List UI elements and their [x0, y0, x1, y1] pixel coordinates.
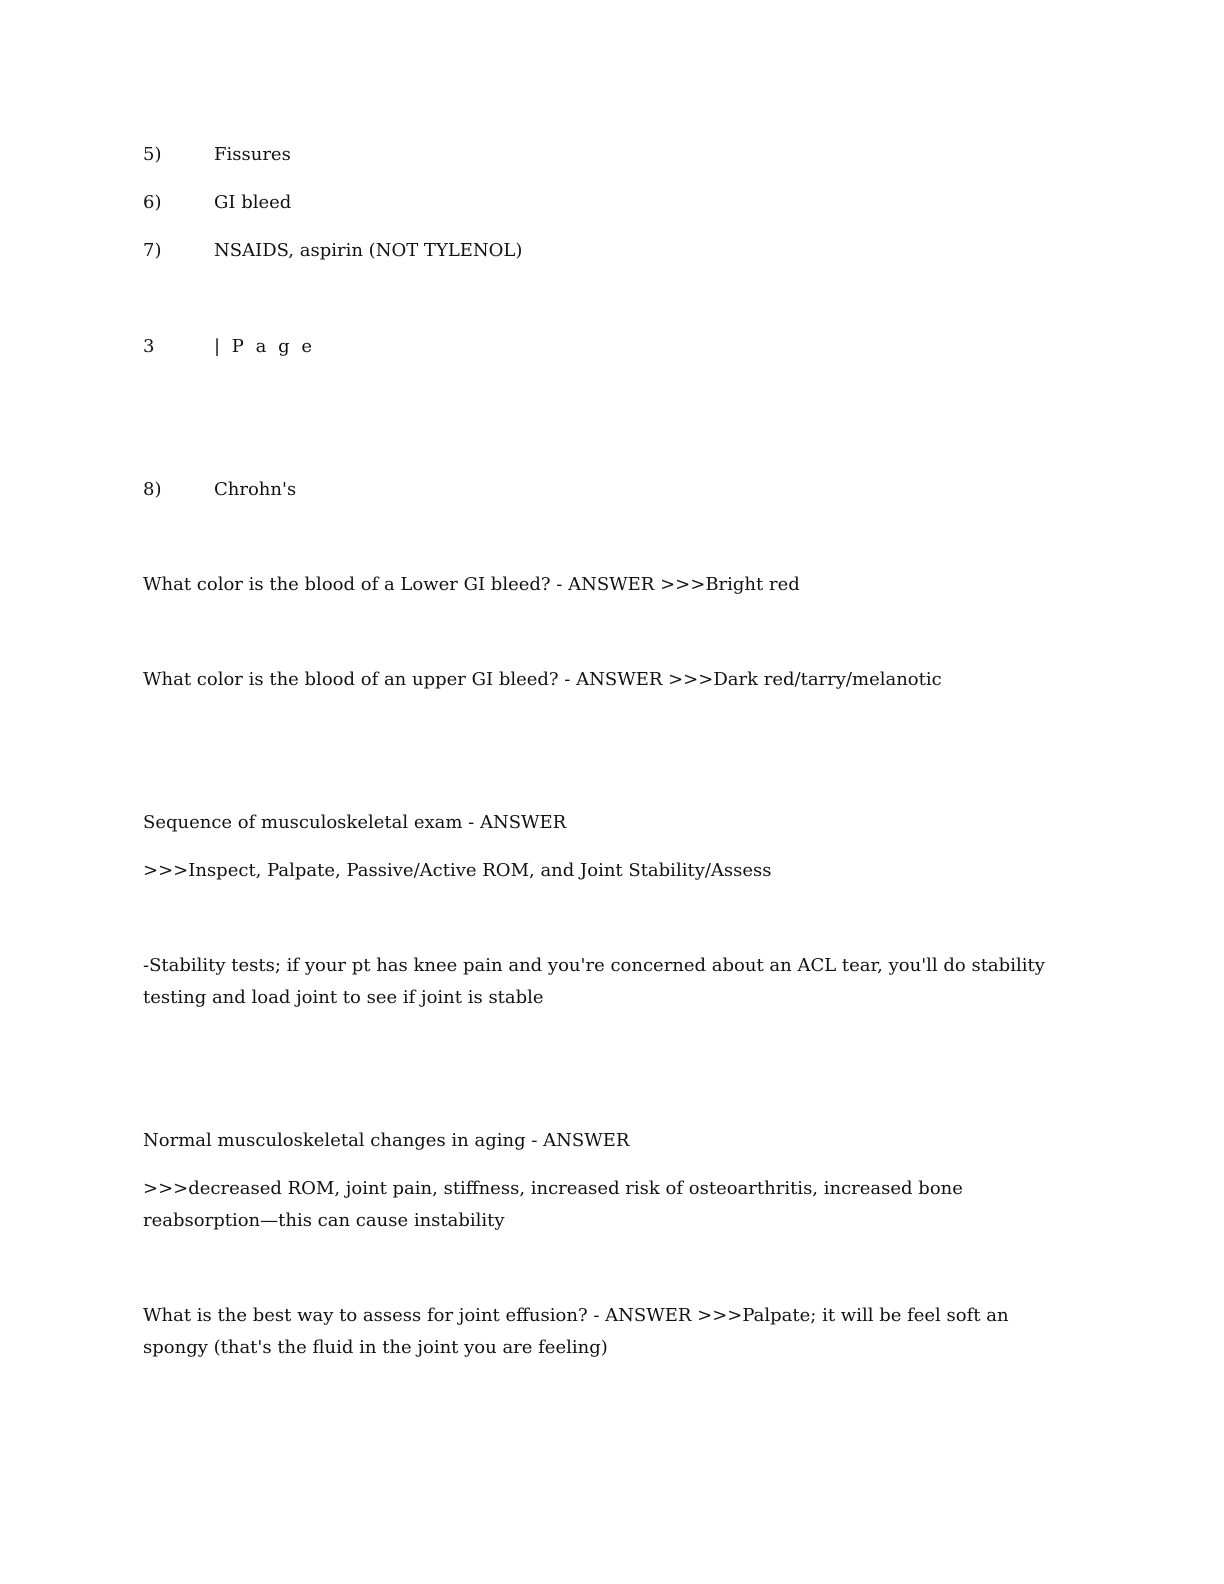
qa-joint-effusion: What is the best way to assess for joint effusion? - ANSWER >>>Palpate; it will be feel soft an spongy (that's the fluid in the joint you are feeling): [143, 1305, 1009, 1358]
page-label: | P a g e: [214, 336, 315, 357]
qa-msk-sequence-question: Sequence of musculoskeletal exam - ANSWER: [143, 812, 567, 833]
list-item-number: 8): [143, 479, 162, 500]
qa-aging-answer: >>>decreased ROM, joint pain, stiffness, increased risk of osteoarthritis, increased bone reabsorption—this can cause instability: [143, 1178, 963, 1231]
list-item-number: 5): [143, 144, 162, 165]
qa-aging-question: Normal musculoskeletal changes in aging - ANSWER: [143, 1130, 630, 1151]
list-item-number: 7): [143, 240, 162, 261]
qa-upper-gi: What color is the blood of an upper GI bleed? - ANSWER >>>Dark red/tarry/melanotic: [143, 669, 942, 690]
list-item-text: GI bleed: [214, 192, 292, 213]
qa-lower-gi: What color is the blood of a Lower GI bleed? - ANSWER >>>Bright red: [143, 574, 800, 595]
page-number: 3: [143, 336, 155, 357]
list-item-text: Chrohn's: [214, 479, 297, 500]
stability-note: -Stability tests; if your pt has knee pain and you're concerned about an ACL tear, you'll do stability testing and load joint to see if joint is stable: [143, 955, 1045, 1008]
list-item-text: Fissures: [214, 144, 291, 165]
qa-msk-sequence-answer: >>>Inspect, Palpate, Passive/Active ROM, and Joint Stability/Assess: [143, 860, 772, 881]
list-item-text: NSAIDS, aspirin (NOT TYLENOL): [214, 240, 523, 261]
list-item-number: 6): [143, 192, 162, 213]
